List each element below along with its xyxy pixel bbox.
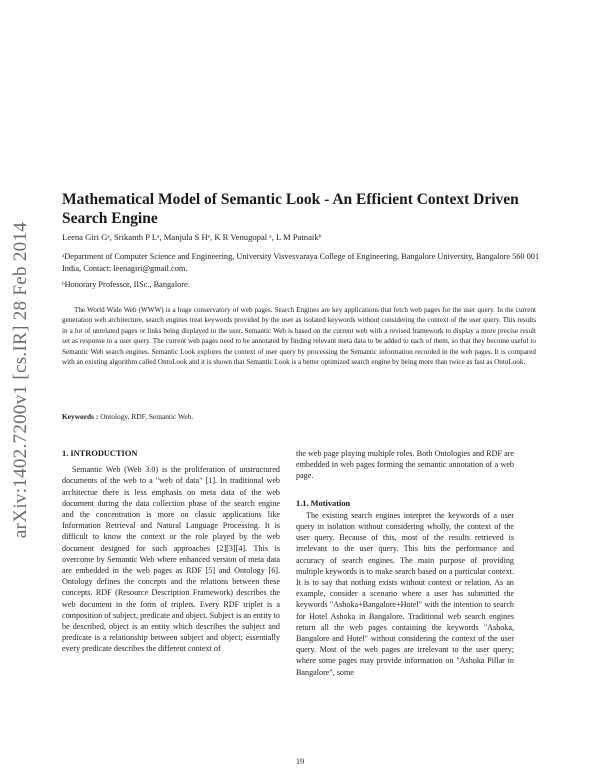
keywords-line [62,412,193,421]
section-heading-introduction: 1. INTRODUCTION [62,449,138,458]
motivation-paragraph: The existing search engines interpret the keywords of a user query in isolation without considering wholly, the context of the user query. Because of this, most of the results retrieved is irrelevant to the user query. This hits the performance and accuracy of search engines. The main purpose of providing multiple keywords is to make search based on a particular context. It is to say that nothing exists without context or relation. As an example, consider a scenario where a user has submitted the keywords "Ashoka+Bangalore+Hotel" with the intention to search for Hotel Ashoka in Bangalore. Traditional web search engines return all the web pages containing the keywords "Ashoka, Bangalore and Hotel" without considering the context of the user query. Most of the web pages are irrelevant to the user query; where some pages may provide information on "Ashoka Pillar in Bangalore", some [296,510,514,677]
affiliation-a: ᵃDepartment of Computer Science and Engineering, University Visvesvaraya College of Engineering, Bangalore University, Bangalore 560 001 India, Contact: leenagiri@gmail.com. [62,252,540,273]
arxiv-identifier-stamp [6,200,36,560]
right-column [296,448,514,678]
arxiv-identifier-text: arXiv:1402.7200v1 [cs.IR] 28 Feb 2014 [10,221,31,539]
left-column [62,448,280,655]
keywords-label: Keywords : [62,412,99,421]
author-list: Leena Giri Gᵃ, Srikanth P Lᵃ, Manjula S Hᵃ, K R Venugopal ᵃ, L M Patnaikᵇ [62,232,322,242]
affiliation-b: ᵇHonorary Professor, IISc., Bangalore. [62,280,190,289]
introduction-paragraph: Semantic Web (Web 3.0) is the proliferation of unstructured documents of the web to a "web of data" [1]. In traditional web architectue there is less emphasis on meta data of the web document during the data collection phase of the search engine and the concentration is more on classic applications like Information Retrieval and Natural Language Processing. It is difficult to know the context or the role played by the web document designed for such approaches [2][3][4]. This is overcome by Semantic Web where enhanced version of meta data are embedded in the web pages as RDF [5] and Ontology [6]. Ontology defines the concepts and the relations between these concepts. RDF (Resource Description Framework) describes the web document in the form of triplets. Every RDF triplet is a composition of subject, predicate and object. Subject is an entity to be described, object is an entity which describes the subject and predicate is a relationship between subject and object; essentially every predicate describes the different context of [62,465,280,654]
abstract: The World Wide Web (WWW) is a huge conservatory of web pages. Search Engines are key applications that fetch web pages for the user query. In the current generation web architecture, search engines treat keywords provided by the user as isolated keywords without considering the context of the user query. This results in a lot of unrelated pages or links being displayed to the user. Semantic Web is based on the current web with a revised framework to display a more precise result set as response to a user query. The current web pages need to be annotated by finding relevant meta data to be added to each of them, so that they become useful to Semantic Web search engines. Semantic Look explores the context of user query by processing the Semantic information recorded in the web pages. It is compared with an existing algorithm called OntoLook and it is shown that Semantic Look is a better optimized search engine by being more than twice as fast as OntoLook. [62,306,536,367]
introduction-continuation: the web page playing multiple roles. Both Ontologies and RDF are embedded in web pages forming the semantic annotation of a web page. [296,449,514,481]
page-number: 19 [295,757,305,766]
paper-title: Mathematical Model of Semantic Look - An Efficient Context Driven Search Engine [62,191,519,227]
keywords-values: Ontology, RDF, Semantic Web. [100,412,194,421]
subsection-heading-motivation: 1.1. Motivation [296,498,351,508]
